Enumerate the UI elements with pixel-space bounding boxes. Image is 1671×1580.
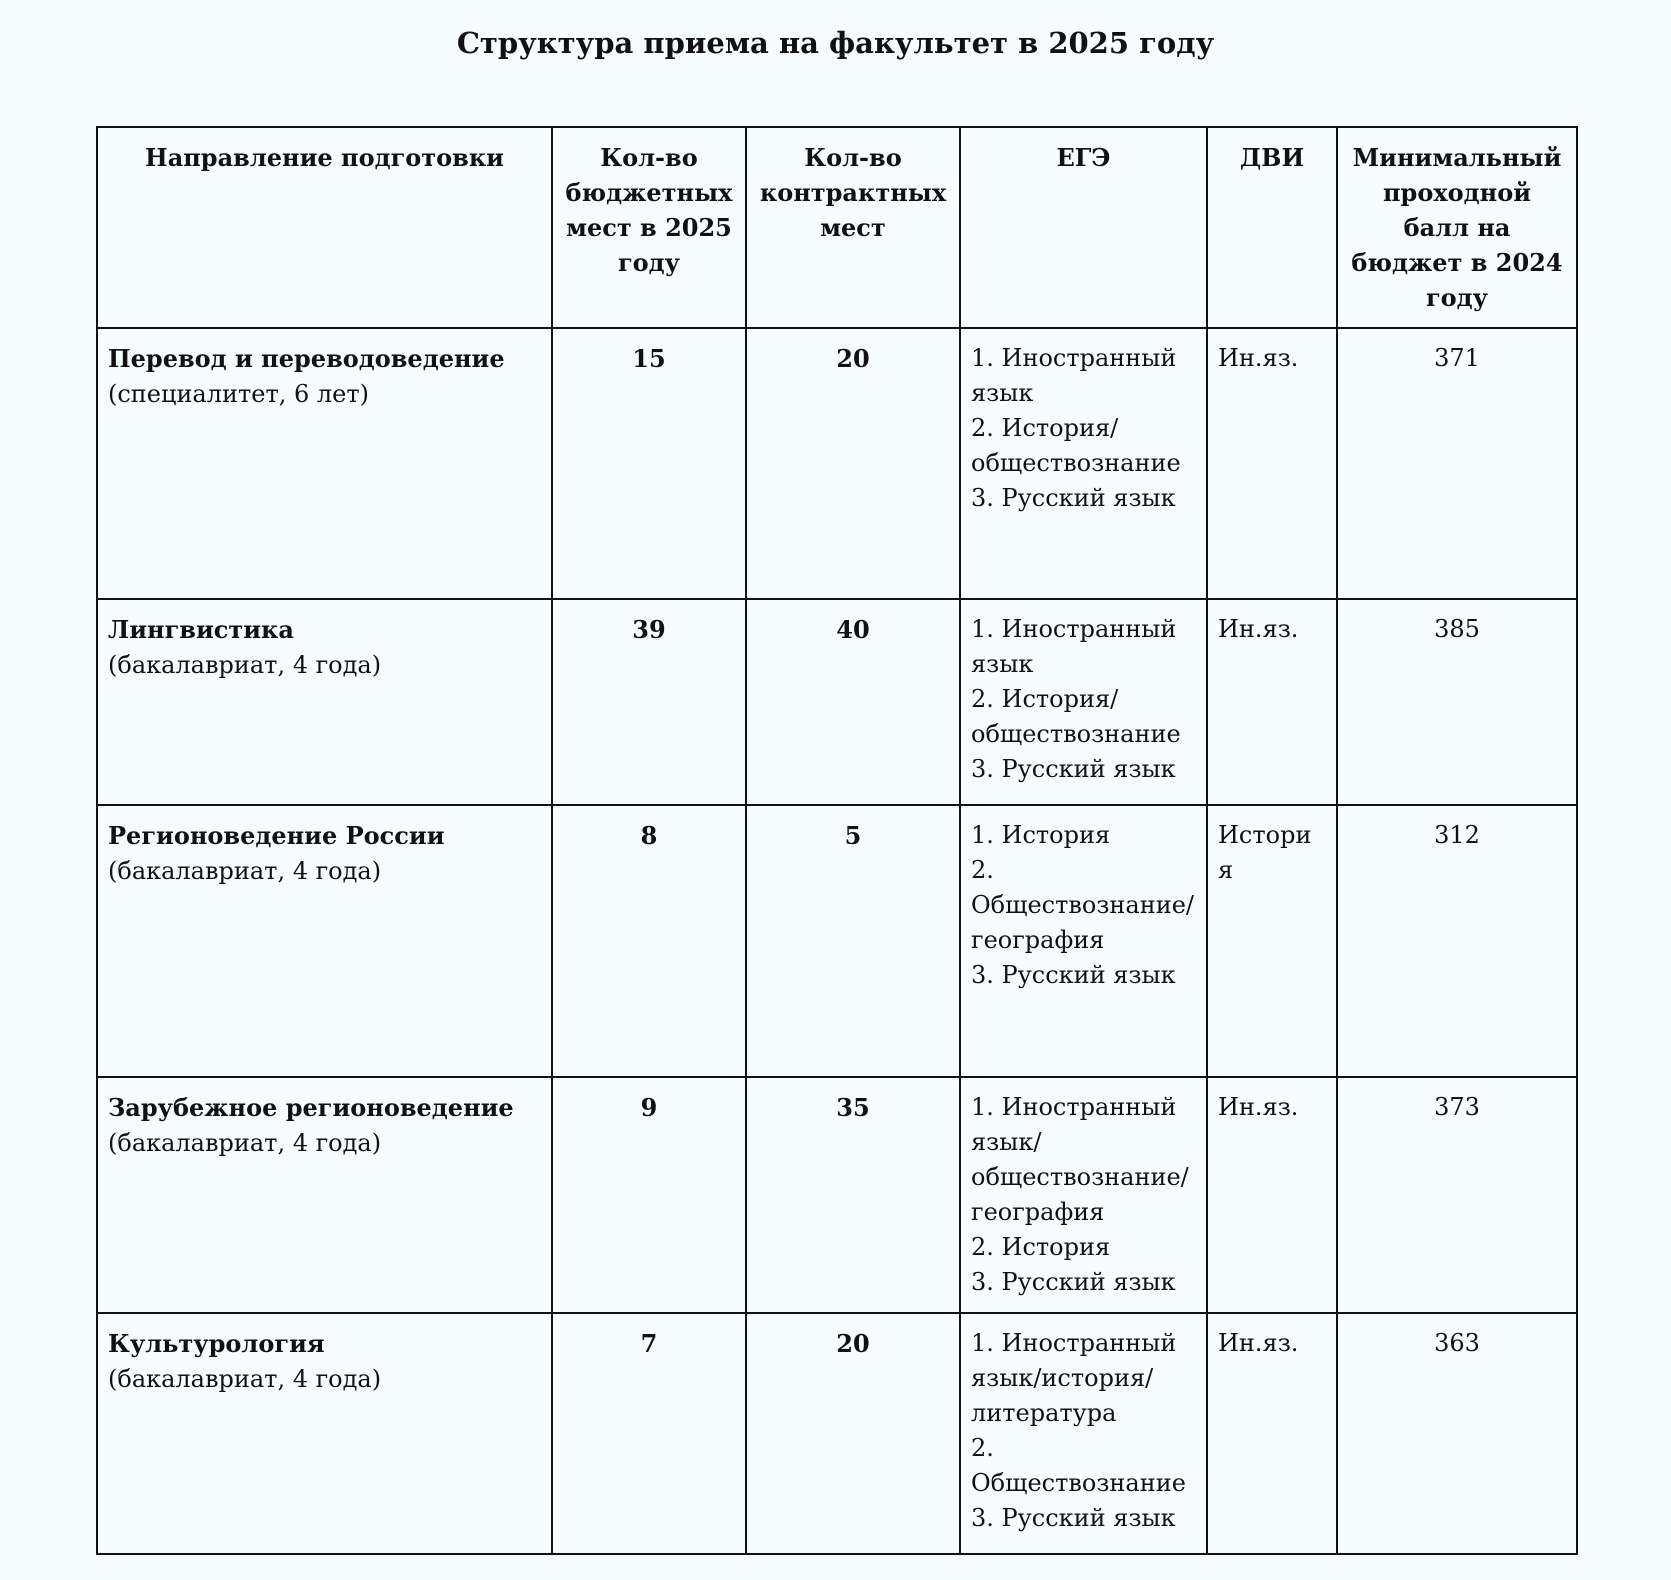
direction-name: Зарубежное регионоведение: [108, 1093, 514, 1122]
contract-places-cell: 40: [746, 599, 960, 805]
direction-cell: [97, 328, 552, 599]
direction-note: (бакалавриат, 4 года): [108, 1365, 382, 1393]
ege-subject: 1. История: [971, 821, 1111, 849]
table-header-row: [97, 127, 1577, 328]
dvi-cell: Ин.яз.: [1207, 328, 1337, 599]
direction-name: Регионоведение России: [108, 821, 445, 850]
ege-subject: 3. Русский язык: [971, 484, 1176, 512]
ege-cell: [960, 1077, 1207, 1313]
header-contract-places: Кол-во контрактных мест: [746, 127, 960, 328]
ege-subject: 3. Русский язык: [971, 961, 1176, 989]
header-budget-places: Кол-во бюджетных мест в 2025 году: [552, 127, 746, 328]
ege-subject: 3. Русский язык: [971, 755, 1176, 783]
table-row: [97, 328, 1577, 599]
header-direction: Направление подготовки: [97, 127, 552, 328]
contract-places-cell: 20: [746, 1313, 960, 1554]
ege-cell: [960, 328, 1207, 599]
contract-places-cell: 35: [746, 1077, 960, 1313]
header-dvi: ДВИ: [1207, 127, 1337, 328]
direction-name: Лингвистика: [108, 615, 294, 644]
header-ege: ЕГЭ: [960, 127, 1207, 328]
ege-subject: 1. Иностранный язык/история/ литература: [971, 1329, 1177, 1427]
direction-cell: [97, 1313, 552, 1554]
direction-note: (бакалавриат, 4 года): [108, 1129, 382, 1157]
ege-subject: 2. История/ обществознание: [971, 414, 1181, 477]
table-row: [97, 1077, 1577, 1313]
min-score-cell: 385: [1337, 599, 1577, 805]
budget-places-cell: 7: [552, 1313, 746, 1554]
ege-subject: 2. Обществознание/ география: [971, 856, 1194, 954]
direction-cell: [97, 805, 552, 1077]
budget-places-cell: 15: [552, 328, 746, 599]
direction-note: (бакалавриат, 4 года): [108, 651, 382, 679]
table-row: [97, 805, 1577, 1077]
direction-name: Культурология: [108, 1329, 325, 1358]
min-score-cell: 312: [1337, 805, 1577, 1077]
direction-note: (специалитет, 6 лет): [108, 380, 369, 408]
ege-subject: 2. Обществознание: [971, 1434, 1186, 1497]
budget-places-cell: 39: [552, 599, 746, 805]
min-score-cell: 371: [1337, 328, 1577, 599]
dvi-cell: Ин.яз.: [1207, 1313, 1337, 1554]
ege-subject: 2. История: [971, 1233, 1111, 1261]
dvi-cell: Ин.яз.: [1207, 1077, 1337, 1313]
min-score-cell: 363: [1337, 1313, 1577, 1554]
direction-cell: [97, 1077, 552, 1313]
ege-cell: [960, 599, 1207, 805]
min-score-cell: 373: [1337, 1077, 1577, 1313]
table-row: [97, 1313, 1577, 1554]
budget-places-cell: 8: [552, 805, 746, 1077]
ege-subject: 3. Русский язык: [971, 1268, 1176, 1296]
admission-table: [96, 126, 1578, 1555]
header-min-score: Минимальный проходной балл на бюджет в 2024 году: [1337, 127, 1577, 328]
contract-places-cell: 5: [746, 805, 960, 1077]
contract-places-cell: 20: [746, 328, 960, 599]
table-row: [97, 599, 1577, 805]
ege-subject: 1. Иностранный язык/ обществознание/ география: [971, 1093, 1189, 1226]
ege-subject: 1. Иностранный язык: [971, 615, 1177, 678]
ege-subject: 1. Иностранный язык: [971, 344, 1177, 407]
budget-places-cell: 9: [552, 1077, 746, 1313]
page-title: Структура приема на факультет в 2025 году: [456, 26, 1215, 60]
ege-subject: 2. История/ обществознание: [971, 685, 1181, 748]
dvi-cell: История: [1207, 805, 1337, 1077]
ege-cell: [960, 1313, 1207, 1554]
dvi-cell: Ин.яз.: [1207, 599, 1337, 805]
direction-cell: [97, 599, 552, 805]
ege-cell: [960, 805, 1207, 1077]
direction-note: (бакалавриат, 4 года): [108, 857, 382, 885]
direction-name: Перевод и переводоведение: [108, 344, 505, 373]
ege-subject: 3. Русский язык: [971, 1504, 1176, 1532]
